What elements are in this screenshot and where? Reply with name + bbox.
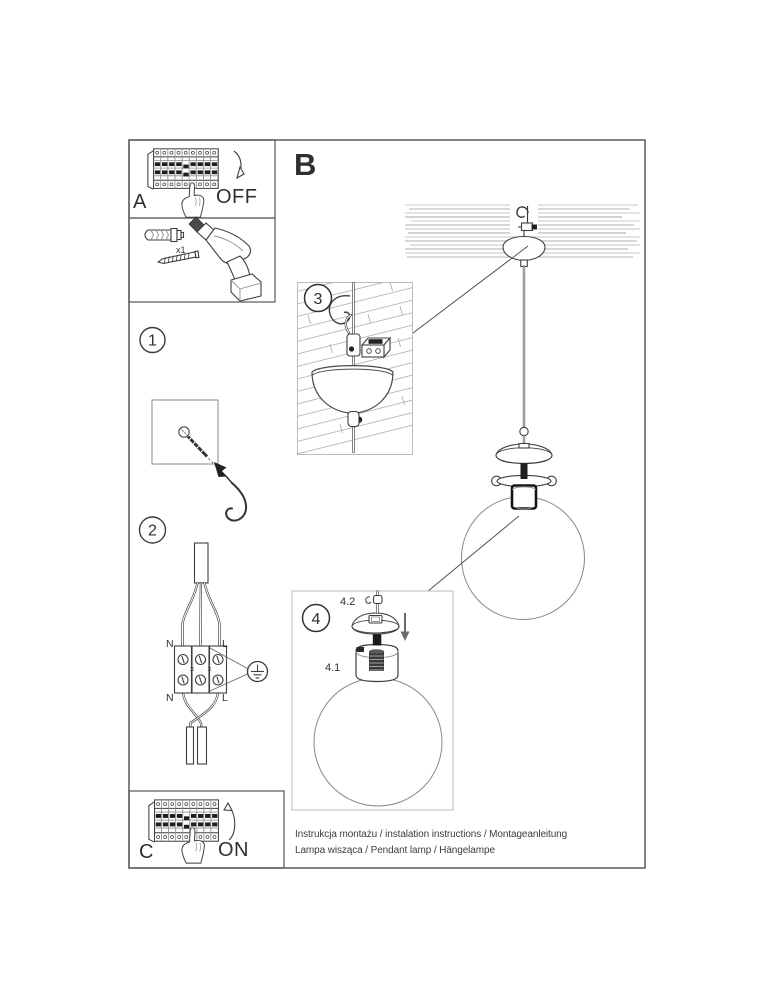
terminal-l-top: L: [222, 638, 228, 650]
terminal-l-bottom: L: [222, 692, 228, 704]
globe-holder: [492, 444, 557, 509]
glass-globe: [462, 497, 585, 620]
terminal-n-top: N: [166, 638, 174, 650]
breaker-panel-icon: [149, 800, 219, 842]
inset-3-ceiling-detail: [295, 262, 415, 455]
cord-ball: [520, 427, 528, 435]
step-1-number: 1: [148, 332, 157, 350]
mains-cable: [195, 543, 209, 583]
wire-sleeve-right: [198, 727, 207, 764]
section-a-power-off: [133, 149, 258, 217]
terminal-n-bottom: N: [166, 692, 174, 704]
on-label: ON: [218, 839, 249, 861]
step-2-wiring: [140, 517, 268, 764]
drill-icon: [189, 217, 261, 301]
mains-wires: [183, 583, 220, 646]
part-4-1-label: 4.1: [325, 662, 341, 674]
ceiling-hook-assembly: [510, 203, 538, 237]
footer: [295, 829, 567, 856]
lamp-wires: [183, 693, 218, 729]
wire-sleeve-left: [187, 727, 194, 764]
inset-4-number: 4: [311, 611, 321, 628]
section-a-label: A: [133, 191, 147, 213]
section-c-power-on: [139, 800, 249, 863]
section-b-label: B: [294, 147, 317, 182]
arrow-up-icon: [224, 803, 235, 840]
globe-detail: [314, 678, 442, 806]
breaker-panel-icon: [148, 149, 218, 190]
section-c-label: C: [139, 841, 154, 863]
hardware-box: [145, 217, 261, 301]
part-4-2-label: 4.2: [340, 596, 356, 608]
leader-to-inset-3: [413, 246, 528, 333]
suspension-cord: [520, 267, 528, 448]
off-label: OFF: [216, 186, 258, 208]
neck-and-socket: [356, 645, 398, 682]
footer-line-1: Instrukcja montażu / instalation instructions / Montageanleitung: [295, 829, 568, 840]
anchor-count-label: x1: [176, 245, 186, 255]
threaded-rod: [373, 634, 382, 646]
canopy: [503, 237, 545, 267]
step-1: [140, 328, 246, 521]
step-2-number: 2: [148, 522, 157, 540]
inset-3-number: 3: [313, 291, 323, 308]
footer-line-2: Lampa wisząca / Pendant lamp / Hängelampe: [295, 845, 495, 856]
arrow-down-icon: [234, 151, 244, 178]
wall-anchor-icon: [145, 229, 184, 242]
inset-4-globe-detail: [292, 591, 453, 810]
